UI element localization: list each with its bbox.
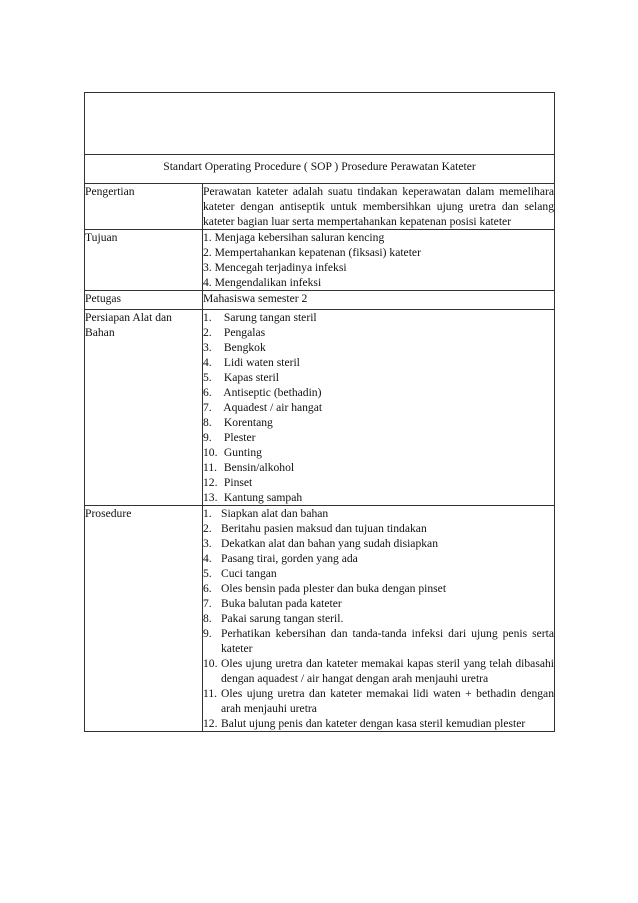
blank-header-row: [85, 93, 555, 155]
pengertian-row: [85, 184, 555, 230]
prosedure-item: [203, 611, 554, 626]
sop-table: [84, 92, 555, 732]
persiapan-item: [203, 415, 554, 430]
persiapan-list: [203, 310, 555, 506]
persiapan-item-text: Aquadest / air hangat: [223, 401, 323, 414]
persiapan-item-text: Pinset: [223, 476, 253, 489]
persiapan-item-text: Korentang: [223, 416, 273, 429]
prosedure-item-text: Beritahu pasien maksud dan tujuan tindakan: [221, 522, 427, 535]
tujuan-list: [203, 230, 555, 291]
persiapan-item-number: 5.: [203, 371, 212, 384]
persiapan-item: [203, 325, 554, 340]
prosedure-item: [203, 506, 554, 521]
petugas-row: [85, 291, 555, 310]
prosedure-item-text: Siapkan alat dan bahan: [221, 507, 329, 520]
persiapan-item: [203, 430, 554, 445]
persiapan-item: [203, 385, 554, 400]
prosedure-label: Prosedure: [85, 506, 203, 732]
persiapan-item-text: Bensin/alkohol: [223, 461, 295, 474]
persiapan-item: [203, 445, 554, 460]
prosedure-item-text: Pasang tirai, gorden yang ada: [221, 552, 358, 565]
prosedure-item-text: Oles bensin pada plester dan buka dengan pinset: [221, 582, 447, 595]
persiapan-item: [203, 460, 554, 475]
persiapan-item-number: 1.: [203, 311, 212, 324]
prosedure-item: [203, 536, 554, 551]
prosedure-item-number: 8.: [203, 612, 212, 625]
persiapan-item-number: 7.: [203, 401, 212, 414]
persiapan-item-number: 8.: [203, 416, 212, 429]
prosedure-item: [203, 581, 554, 596]
prosedure-item: [203, 551, 554, 566]
persiapan-item-text: Bengkok: [223, 341, 266, 354]
persiapan-item-number: 13.: [203, 491, 218, 504]
prosedure-item-text: Perhatikan kebersihan dan tanda-tanda infeksi dari ujung penis serta kateter: [221, 627, 554, 655]
title-cell: [85, 155, 555, 184]
persiapan-item-text: Lidi waten steril: [223, 356, 300, 369]
tujuan-item: 3. Mencegah terjadinya infeksi: [203, 261, 347, 274]
persiapan-item-number: 2.: [203, 326, 212, 339]
persiapan-item-text: Gunting: [223, 446, 262, 459]
sop-document: [84, 92, 554, 732]
prosedure-item-text: Cuci tangan: [221, 567, 277, 580]
persiapan-row: [85, 310, 555, 506]
petugas-label: Petugas: [85, 291, 203, 310]
persiapan-item: [203, 310, 554, 325]
persiapan-item-text: Pengalas: [223, 326, 266, 339]
persiapan-item: [203, 370, 554, 385]
prosedure-item-text: Oles ujung uretra dan kateter memakai kapas steril yang telah dibasahi dengan aquadest / air hangat dengan arah menjauhi uretra: [221, 657, 554, 685]
persiapan-item-number: 3.: [203, 341, 212, 354]
persiapan-item-number: 6.: [203, 386, 212, 399]
prosedure-list: [203, 506, 555, 732]
tujuan-label: Tujuan: [85, 230, 203, 291]
prosedure-item-number: 4.: [203, 552, 212, 565]
title-row: [85, 155, 555, 184]
prosedure-item-number: 7.: [203, 597, 212, 610]
prosedure-item-number: 3.: [203, 537, 212, 550]
prosedure-item-number: 6.: [203, 582, 212, 595]
prosedure-item-number: 10.: [203, 657, 218, 670]
prosedure-item: [203, 686, 554, 716]
prosedure-item-number: 2.: [203, 522, 212, 535]
document-title: Standart Operating Procedure ( SOP ) Prosedure Perawatan Kateter: [163, 160, 476, 173]
persiapan-item-text: Kapas steril: [223, 371, 279, 384]
petugas-value: Mahasiswa semester 2: [203, 291, 555, 310]
persiapan-item-number: 9.: [203, 431, 212, 444]
persiapan-item: [203, 400, 554, 415]
prosedure-item: [203, 656, 554, 686]
prosedure-item: [203, 626, 554, 656]
persiapan-item-text: Plester: [223, 431, 256, 444]
pengertian-label: Pengertian: [85, 184, 203, 230]
persiapan-item-text: Antiseptic (bethadin): [223, 386, 322, 399]
prosedure-item-text: Buka balutan pada kateter: [221, 597, 342, 610]
persiapan-item-number: 10.: [203, 446, 218, 459]
persiapan-item: [203, 340, 554, 355]
prosedure-item: [203, 716, 554, 731]
prosedure-row: [85, 506, 555, 732]
persiapan-item-text: Sarung tangan steril: [223, 311, 317, 324]
tujuan-row: [85, 230, 555, 291]
persiapan-label: Persiapan Alat dan Bahan: [85, 310, 203, 506]
tujuan-item: 1. Menjaga kebersihan saluran kencing: [203, 231, 385, 244]
persiapan-item: [203, 490, 554, 505]
prosedure-item: [203, 596, 554, 611]
prosedure-item-number: 11.: [203, 687, 218, 700]
prosedure-item: [203, 566, 554, 581]
prosedure-item-text: Balut ujung penis dan kateter dengan kasa steril kemudian plester: [221, 717, 526, 730]
prosedure-item-text: Oles ujung uretra dan kateter memakai lidi waten + bethadin dengan arah menjauhi uretra: [221, 687, 554, 715]
prosedure-item-text: Pakai sarung tangan steril.: [221, 612, 344, 625]
tujuan-item: 2. Mempertahankan kepatenan (fiksasi) kateter: [203, 246, 421, 259]
persiapan-item-number: 12.: [203, 476, 218, 489]
persiapan-item-number: 4.: [203, 356, 212, 369]
prosedure-item-number: 12.: [203, 717, 218, 730]
tujuan-item: 4. Mengendalikan infeksi: [203, 276, 322, 289]
prosedure-item: [203, 521, 554, 536]
blank-header-cell: [85, 93, 555, 155]
prosedure-item-number: 9.: [203, 627, 212, 640]
persiapan-item: [203, 355, 554, 370]
prosedure-item-number: 5.: [203, 567, 212, 580]
prosedure-item-text: Dekatkan alat dan bahan yang sudah disiapkan: [221, 537, 438, 550]
prosedure-item-number: 1.: [203, 507, 212, 520]
persiapan-item-number: 11.: [203, 461, 218, 474]
persiapan-item-text: Kantung sampah: [223, 491, 303, 504]
pengertian-text: Perawatan kateter adalah suatu tindakan keperawatan dalam memelihara kateter dengan antiseptik untuk membersihkan ujung uretra dan selang kateter bagian luar serta mempertahankan kepatenan posisi kateter: [203, 185, 554, 228]
persiapan-item: [203, 475, 554, 490]
